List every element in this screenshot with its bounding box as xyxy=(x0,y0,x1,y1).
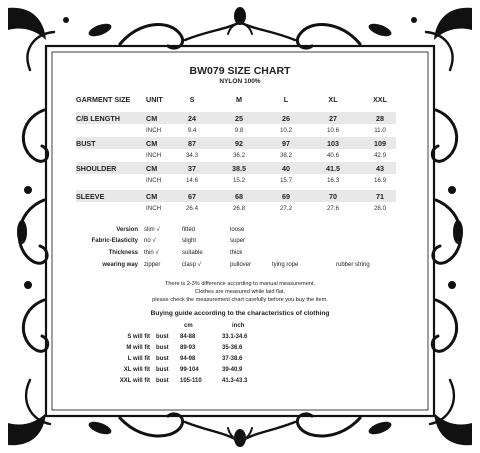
guide-cm: 105-110 xyxy=(180,378,202,384)
attr-wearing-way-label: wearing way xyxy=(102,262,138,268)
row-label: BUST xyxy=(76,139,96,148)
cell-cm: 92 xyxy=(235,139,243,148)
attr-option: fitted xyxy=(182,227,196,233)
guide-inch: 39-40.9 xyxy=(222,367,243,373)
guide-cm: 89-93 xyxy=(180,345,196,351)
header-garment-size: GARMENT SIZE xyxy=(76,95,131,104)
row-label: SLEEVE xyxy=(76,192,105,201)
cell-inch: 40.6 xyxy=(326,152,340,159)
cell-inch: 38.2 xyxy=(279,152,293,159)
guide-inch: 41.3-43.3 xyxy=(222,378,248,384)
cell-cm: 67 xyxy=(188,192,196,201)
table-row-cm xyxy=(76,112,396,124)
guide-cm: 94-98 xyxy=(180,356,196,362)
guide-inch: 37-38.6 xyxy=(222,356,243,362)
unit-cm: CM xyxy=(146,139,158,148)
table-row-cm xyxy=(76,137,396,149)
guide-size: XL will fit xyxy=(123,367,150,373)
table-row-cm xyxy=(76,190,396,202)
guide-cm: 84-88 xyxy=(180,334,196,340)
cell-inch: 9.4 xyxy=(187,127,197,134)
guide-inch: 33.1-34.6 xyxy=(222,334,248,340)
unit-cm: CM xyxy=(146,114,158,123)
guide-size: S will fit xyxy=(127,334,150,340)
cell-cm: 28 xyxy=(376,114,384,123)
header-unit: UNIT xyxy=(146,95,163,104)
guide-size: L will fit xyxy=(127,356,150,362)
cell-inch: 15.2 xyxy=(232,177,246,184)
attr-thickness-label: Thickness xyxy=(108,250,138,256)
cell-inch: 15.7 xyxy=(279,177,293,184)
attr-option: loose xyxy=(230,227,245,233)
attr-option: zipper xyxy=(144,262,161,268)
guide-part: bust xyxy=(156,345,169,351)
cell-cm: 40 xyxy=(282,164,290,173)
cell-cm: 43 xyxy=(376,164,384,173)
guide-part: bust xyxy=(156,334,169,340)
guide-cm: 99-104 xyxy=(180,367,199,373)
cell-inch: 27.2 xyxy=(279,205,293,212)
unit-inch: INCH xyxy=(146,205,162,212)
cell-cm: 38.5 xyxy=(232,164,246,173)
header-size-m: M xyxy=(236,95,242,104)
table-row-inch xyxy=(76,150,396,161)
cell-inch: 36.2 xyxy=(232,152,246,159)
cell-cm: 41.5 xyxy=(326,164,340,173)
attr-option: thin √ xyxy=(144,250,159,256)
cell-inch: 10.6 xyxy=(326,127,340,134)
row-label: C/B LENGTH xyxy=(76,114,120,123)
unit-cm: CM xyxy=(146,164,158,173)
table-row-inch xyxy=(76,175,396,186)
table-header-row xyxy=(76,92,396,106)
attr-version-label: Version xyxy=(116,227,138,233)
cell-inch: 26.4 xyxy=(185,205,199,212)
header-size-l: L xyxy=(283,95,289,104)
guide-part: bust xyxy=(156,367,169,373)
chart-title: BW079 SIZE CHART xyxy=(189,65,291,77)
attr-option: pullover xyxy=(230,262,252,268)
guide-col-inch: inch xyxy=(232,323,245,329)
attr-elasticity-label: Fabric-Elasticity xyxy=(91,238,138,244)
cell-cm: 25 xyxy=(235,114,243,123)
cell-cm: 109 xyxy=(374,139,386,148)
guide-part: bust xyxy=(156,356,169,362)
cell-inch: 26.8 xyxy=(232,205,246,212)
cell-cm: 68 xyxy=(235,192,243,201)
guide-size: XXL will fit xyxy=(119,378,150,384)
unit-inch: INCH xyxy=(146,127,162,134)
attr-option: suitable xyxy=(182,250,203,256)
unit-cm: CM xyxy=(146,192,158,201)
cell-cm: 37 xyxy=(188,164,196,173)
cell-inch: 10.2 xyxy=(279,127,293,134)
attr-option: no √ xyxy=(144,238,156,244)
guide-col-cm: cm xyxy=(184,323,193,329)
attr-option: tying rope xyxy=(272,262,299,268)
unit-inch: INCH xyxy=(146,177,162,184)
attr-option: super xyxy=(230,238,246,244)
note-line: please check the measurement chart carefully before you buy the item. xyxy=(152,297,328,303)
cell-cm: 103 xyxy=(327,139,339,148)
cell-inch: 42.9 xyxy=(373,152,387,159)
cell-cm: 87 xyxy=(188,139,196,148)
guide-part: bust xyxy=(156,378,169,384)
attr-option: thick xyxy=(230,250,243,256)
cell-cm: 71 xyxy=(376,192,384,201)
unit-inch: INCH xyxy=(146,152,162,159)
attr-option: clasp √ xyxy=(182,262,201,268)
note-line: There is 2-3% difference according to manual measurement. xyxy=(164,281,316,287)
header-size-xxl: XXL xyxy=(373,95,387,104)
cell-cm: 70 xyxy=(329,192,337,201)
material-label: NYLON 100% xyxy=(219,78,261,85)
attr-option: slight xyxy=(182,238,197,244)
note-line: Clothes are measured while laid flat. xyxy=(194,289,286,295)
cell-inch: 27.6 xyxy=(326,205,340,212)
cell-cm: 26 xyxy=(282,114,290,123)
header-size-xl: XL xyxy=(328,95,338,104)
cell-inch: 34.3 xyxy=(185,152,199,159)
guide-size: M will fit xyxy=(126,345,150,351)
cell-inch: 16.3 xyxy=(326,177,340,184)
cell-inch: 16.9 xyxy=(373,177,387,184)
table-row-inch xyxy=(76,203,396,214)
cell-cm: 24 xyxy=(188,114,196,123)
table-row-cm xyxy=(76,162,396,174)
header-size-s: S xyxy=(189,95,195,104)
buying-guide-title: Buying guide according to the characteristics of clothing xyxy=(150,310,330,317)
row-label: SHOULDER xyxy=(76,164,117,173)
guide-inch: 35-36.6 xyxy=(222,345,243,351)
cell-cm: 27 xyxy=(329,114,337,123)
cell-inch: 14.6 xyxy=(185,177,199,184)
cell-inch: 11.0 xyxy=(374,127,386,134)
cell-cm: 97 xyxy=(282,139,290,148)
attr-option: rubber string xyxy=(336,262,370,268)
cell-cm: 69 xyxy=(282,192,290,201)
cell-inch: 9.8 xyxy=(234,127,244,134)
table-row-inch xyxy=(76,125,396,136)
cell-inch: 28.0 xyxy=(373,205,387,212)
attr-option: slim √ xyxy=(144,227,160,233)
